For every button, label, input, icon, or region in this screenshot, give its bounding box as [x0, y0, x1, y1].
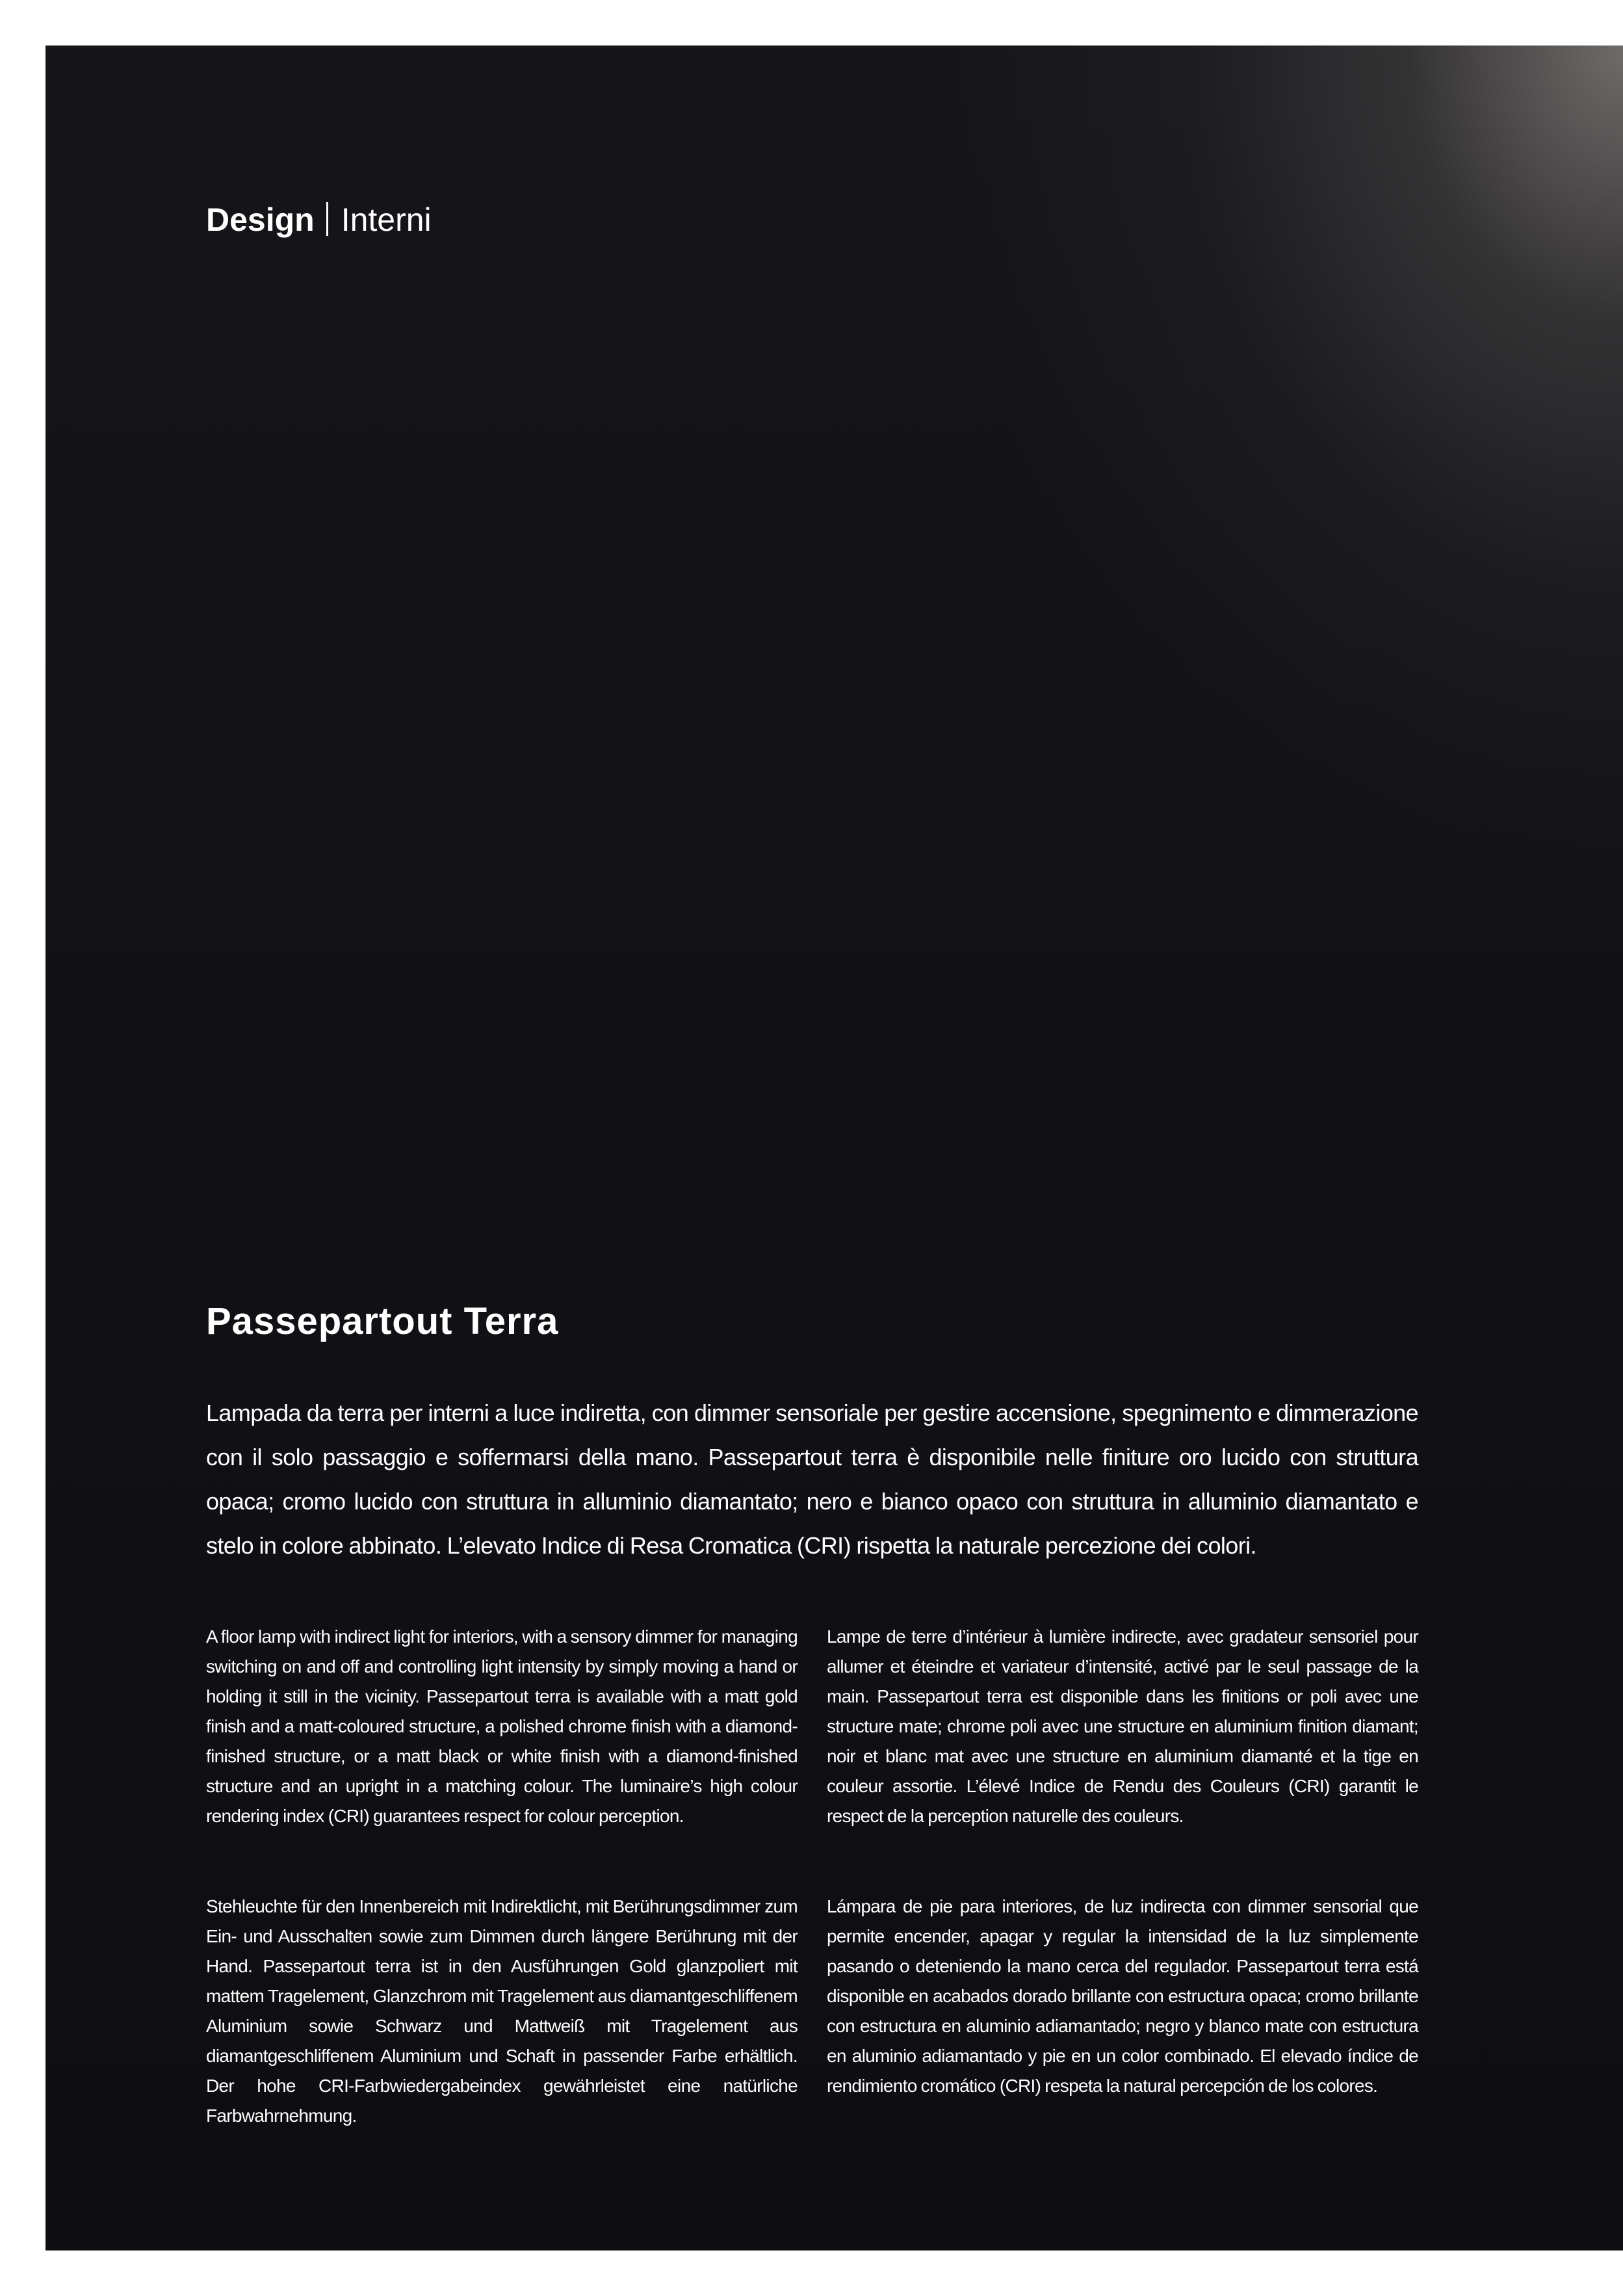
description-french: Lampe de terre d’intérieur à lumière indirecte, avec gradateur sensoriel pour allumer et éteindre et variateur d’intensité, activé par le seul passage de la main. Passepartout terra est disponible dans les finitions or poli avec une structure mate; chrome poli avec une structure en aluminium finition diamant; noir et blanc mat avec une structure en aluminium diamanté et la tige en couleur assortie. L’élevé Indice de Rendu des Couleurs (CRI) garantit le respect de la perception naturelle des couleurs.	[827, 1626, 1418, 1826]
description-spanish: Lámpara de pie para interiores, de luz indirecta con dimmer sensorial que permite encender, apagar y regular la intensidad de la luz simplemente pasando o deteniendo la mano cerca del regulador. Passepartout terra está disponible en acabados dorado brillante con estructura opaca; cromo brillante con estructura en aluminio adiamantado; negro y blanco mate con estructura en aluminio adiamantado y pie en un color combinado. El elevado índice de rendimiento cromático (CRI) respeta la natural percepción de los colores.	[827, 1896, 1418, 2096]
header-section: Interni	[341, 202, 432, 238]
product-title: Passepartout Terra	[206, 1300, 559, 1342]
description-german: Stehleuchte für den Innenbereich mit Indirektlicht, mit Berührungsdimmer zum Ein- und Ausschalten sowie zum Dimmen durch längere Berührung mit der Hand. Passepartout terra ist in den Ausführungen Gold glanzpoliert mit mattem Tragelement, Glanzchrom mit Tragelement aus diamantgeschliffenem Aluminium sowie Schwarz und Mattweiß mit Tragelement aus diamantgeschliffenem Aluminium und Schaft in passender Farbe erhältlich. Der hohe CRI-Farbwiedergabeindex gewährleistet eine natürliche Farbwahrnehmung.	[206, 1896, 798, 2126]
description-italian: Lampada da terra per interni a luce indiretta, con dimmer sensoriale per gestire accensione, spegnimento e dimmerazione con il solo passaggio e soffermarsi della mano. Passepartout terra è disponibile nelle finiture oro lucido con struttura opaca; cromo lucido con struttura in alluminio diamantato; nero e bianco opaco con struttura in alluminio diamantato e stelo in colore abbinato. L’elevato Indice di Resa Cromatica (CRI) rispetta la naturale percezione dei colori.	[206, 1400, 1418, 1559]
section-header	[206, 202, 432, 236]
header-divider	[326, 202, 328, 236]
dark-photo-panel	[45, 46, 1623, 2250]
header-brand: Design	[206, 202, 315, 238]
description-english: A floor lamp with indirect light for interiors, with a sensory dimmer for managing switching on and off and controlling light intensity by simply moving a hand or holding it still in the vicinity. Passepartout terra is available with a matt gold finish and a matt-coloured structure, a polished chrome finish with a diamond-finished structure, or a matt black or white finish with a diamond-finished structure and an upright in a matching colour. The luminaire’s high colour rendering index (CRI) guarantees respect for colour perception.	[206, 1626, 798, 1826]
